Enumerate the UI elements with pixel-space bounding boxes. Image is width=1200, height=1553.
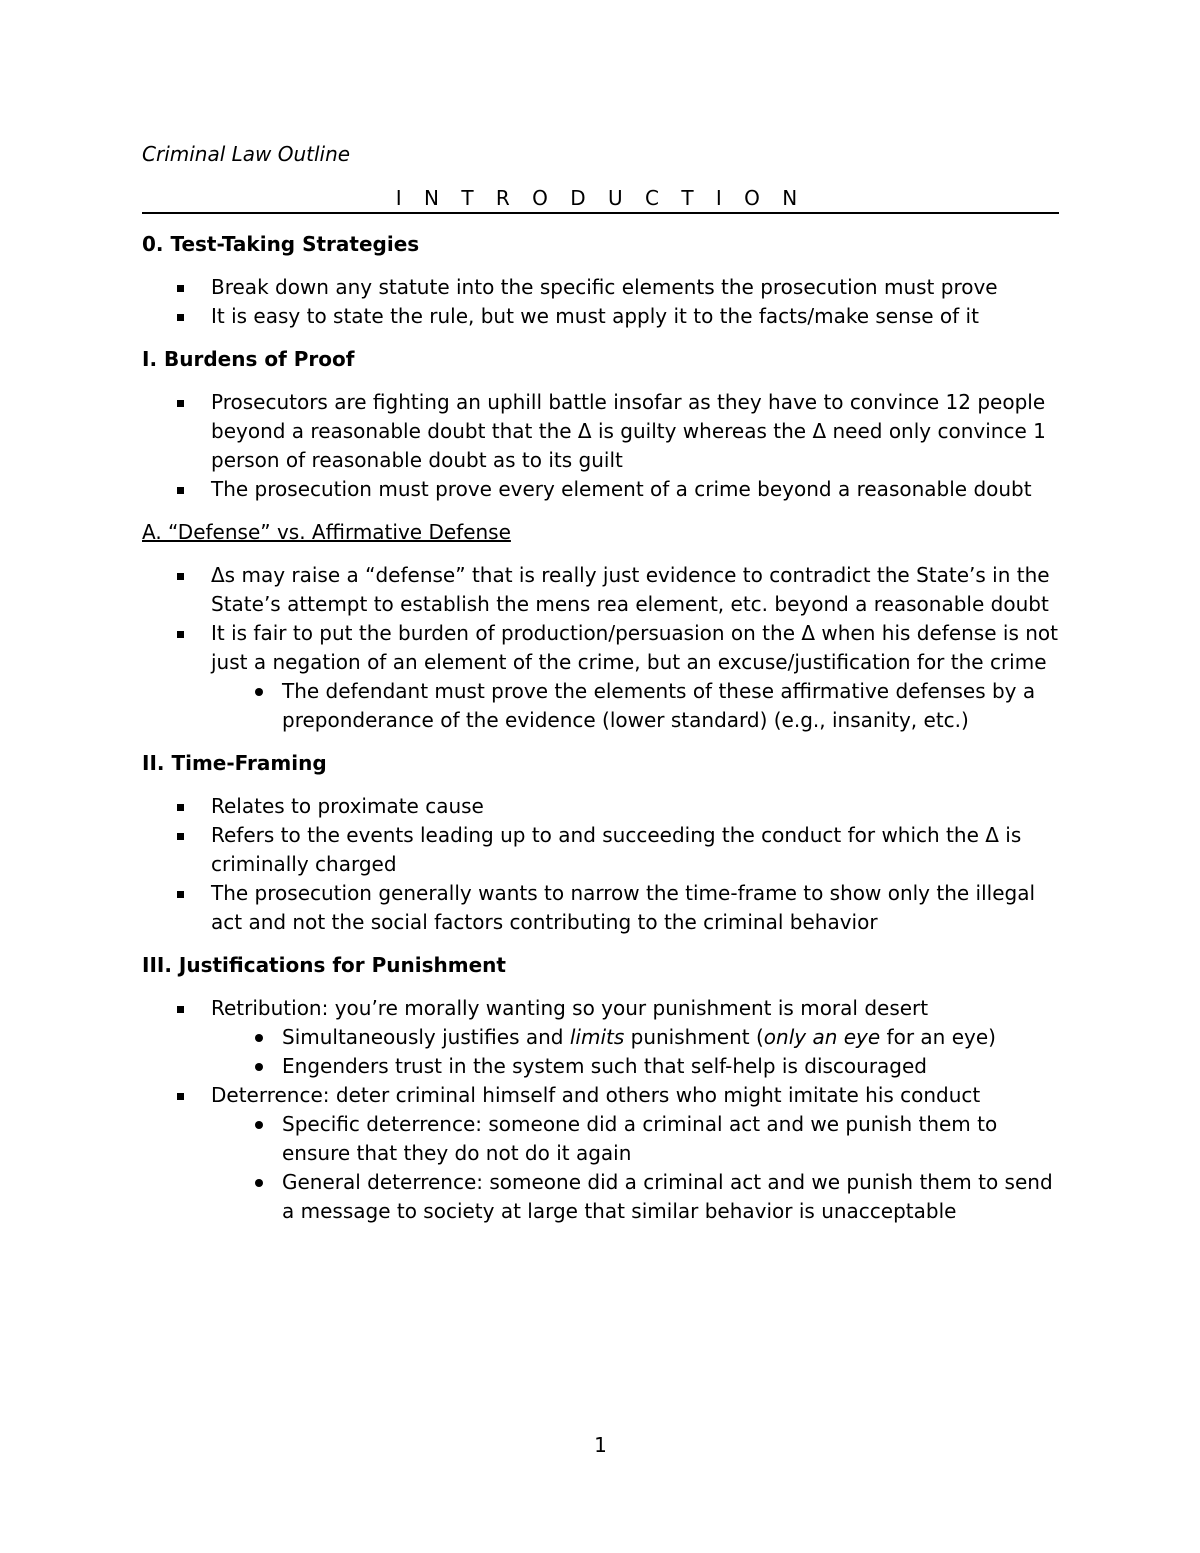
list-item-text: Refers to the events leading up to and succeeding the conduct for which the Δ is criminally charged xyxy=(211,823,1022,876)
heading-test-taking: 0. Test-Taking Strategies xyxy=(142,232,420,256)
nested-list xyxy=(211,1110,1060,1226)
round-bullet-icon xyxy=(255,1179,263,1187)
burdens-list xyxy=(142,388,1060,504)
round-bullet-icon xyxy=(255,1034,263,1042)
nested-list xyxy=(211,677,1060,735)
round-bullet-icon xyxy=(255,688,263,696)
nested-list-item-text: The defendant must prove the elements of these affirmative defenses by a preponderance of the evidence (lower standard) (e.g., insanity, etc.) xyxy=(282,679,1036,732)
nested-list-item xyxy=(211,1110,1060,1168)
nested-list-item-text: General deterrence: someone did a criminal act and we punish them to send a message to society at large that similar behavior is unacceptable xyxy=(282,1170,1053,1223)
justifications-list xyxy=(142,994,1060,1226)
nested-list-item-text: Specific deterrence: someone did a criminal act and we punish them to ensure that they do not do it again xyxy=(282,1112,998,1165)
heading-justifications: III. Justifications for Punishment xyxy=(142,953,506,977)
document-page xyxy=(142,0,1060,1553)
list-item xyxy=(142,821,1060,879)
subheading-affirmative-defense: A. “Defense” vs. Affirmative Defense xyxy=(142,520,511,544)
square-bullet-icon xyxy=(177,804,184,811)
square-bullet-icon xyxy=(177,891,184,898)
round-bullet-icon xyxy=(255,1121,263,1129)
square-bullet-icon xyxy=(177,833,184,840)
list-item xyxy=(142,619,1060,735)
square-bullet-icon xyxy=(177,285,184,292)
list-item-text: Break down any statute into the specific elements the prosecution must prove xyxy=(211,275,998,299)
list-item xyxy=(142,475,1060,504)
list-item xyxy=(142,561,1060,619)
square-bullet-icon xyxy=(177,631,184,638)
nested-list-item xyxy=(211,677,1060,735)
square-bullet-icon xyxy=(177,573,184,580)
list-item xyxy=(142,302,1060,331)
time-framing-list xyxy=(142,792,1060,937)
heading-burdens-of-proof: I. Burdens of Proof xyxy=(142,347,355,371)
square-bullet-icon xyxy=(177,1093,184,1100)
list-item xyxy=(142,994,1060,1081)
nested-list-item xyxy=(211,1168,1060,1226)
square-bullet-icon xyxy=(177,314,184,321)
nested-list xyxy=(211,1023,1060,1081)
section-heading: I N T R O D U C T I O N xyxy=(142,186,1059,214)
heading-time-framing: II. Time-Framing xyxy=(142,751,327,775)
list-item-text: Prosecutors are fighting an uphill battle insofar as they have to convince 12 people beyond a reasonable doubt that the Δ is guilty whereas the Δ need only convince 1 person of reasonable doubt as to its guilt xyxy=(211,390,1046,472)
list-item-text: Relates to proximate cause xyxy=(211,794,484,818)
nested-list-item xyxy=(211,1023,1060,1052)
list-item xyxy=(142,1081,1060,1226)
nested-list-item-text xyxy=(282,1023,1060,1052)
list-item xyxy=(142,388,1060,475)
list-item xyxy=(142,792,1060,821)
square-bullet-icon xyxy=(177,487,184,494)
nested-list-item xyxy=(211,1052,1060,1081)
page-number: 1 xyxy=(594,1433,607,1457)
italic-text: limits xyxy=(569,1025,625,1049)
square-bullet-icon xyxy=(177,1006,184,1013)
list-item-text: The prosecution generally wants to narrow the time-frame to show only the illegal act and not the social factors contributing to the criminal behavior xyxy=(211,881,1036,934)
round-bullet-icon xyxy=(255,1063,263,1071)
italic-text: only an eye xyxy=(763,1025,881,1049)
list-item-text: It is fair to put the burden of production/persuasion on the Δ when his defense is not just a negation of an element of the crime, but an excuse/justification for the crime xyxy=(211,621,1058,674)
list-item-text: The prosecution must prove every element of a crime beyond a reasonable doubt xyxy=(211,477,1032,501)
text-run: for an eye) xyxy=(880,1025,996,1049)
list-item-text: Retribution: you’re morally wanting so your punishment is moral desert xyxy=(211,996,929,1020)
text-run: Simultaneously justifies and xyxy=(282,1025,570,1049)
affirmative-defense-list xyxy=(142,561,1060,735)
text-run: punishment ( xyxy=(624,1025,764,1049)
document-title: Criminal Law Outline xyxy=(142,142,351,166)
list-item xyxy=(142,879,1060,937)
list-item-text: It is easy to state the rule, but we must apply it to the facts/make sense of it xyxy=(211,304,979,328)
list-item-text: Deterrence: deter criminal himself and others who might imitate his conduct xyxy=(211,1083,981,1107)
list-item-text: Δs may raise a “defense” that is really just evidence to contradict the State’s in the State’s attempt to establish the mens rea element, etc. beyond a reasonable doubt xyxy=(211,563,1050,616)
document-content xyxy=(142,230,1060,1240)
square-bullet-icon xyxy=(177,400,184,407)
nested-list-item-text: Engenders trust in the system such that self-help is discouraged xyxy=(282,1054,927,1078)
test-taking-list xyxy=(142,273,1060,331)
list-item xyxy=(142,273,1060,302)
